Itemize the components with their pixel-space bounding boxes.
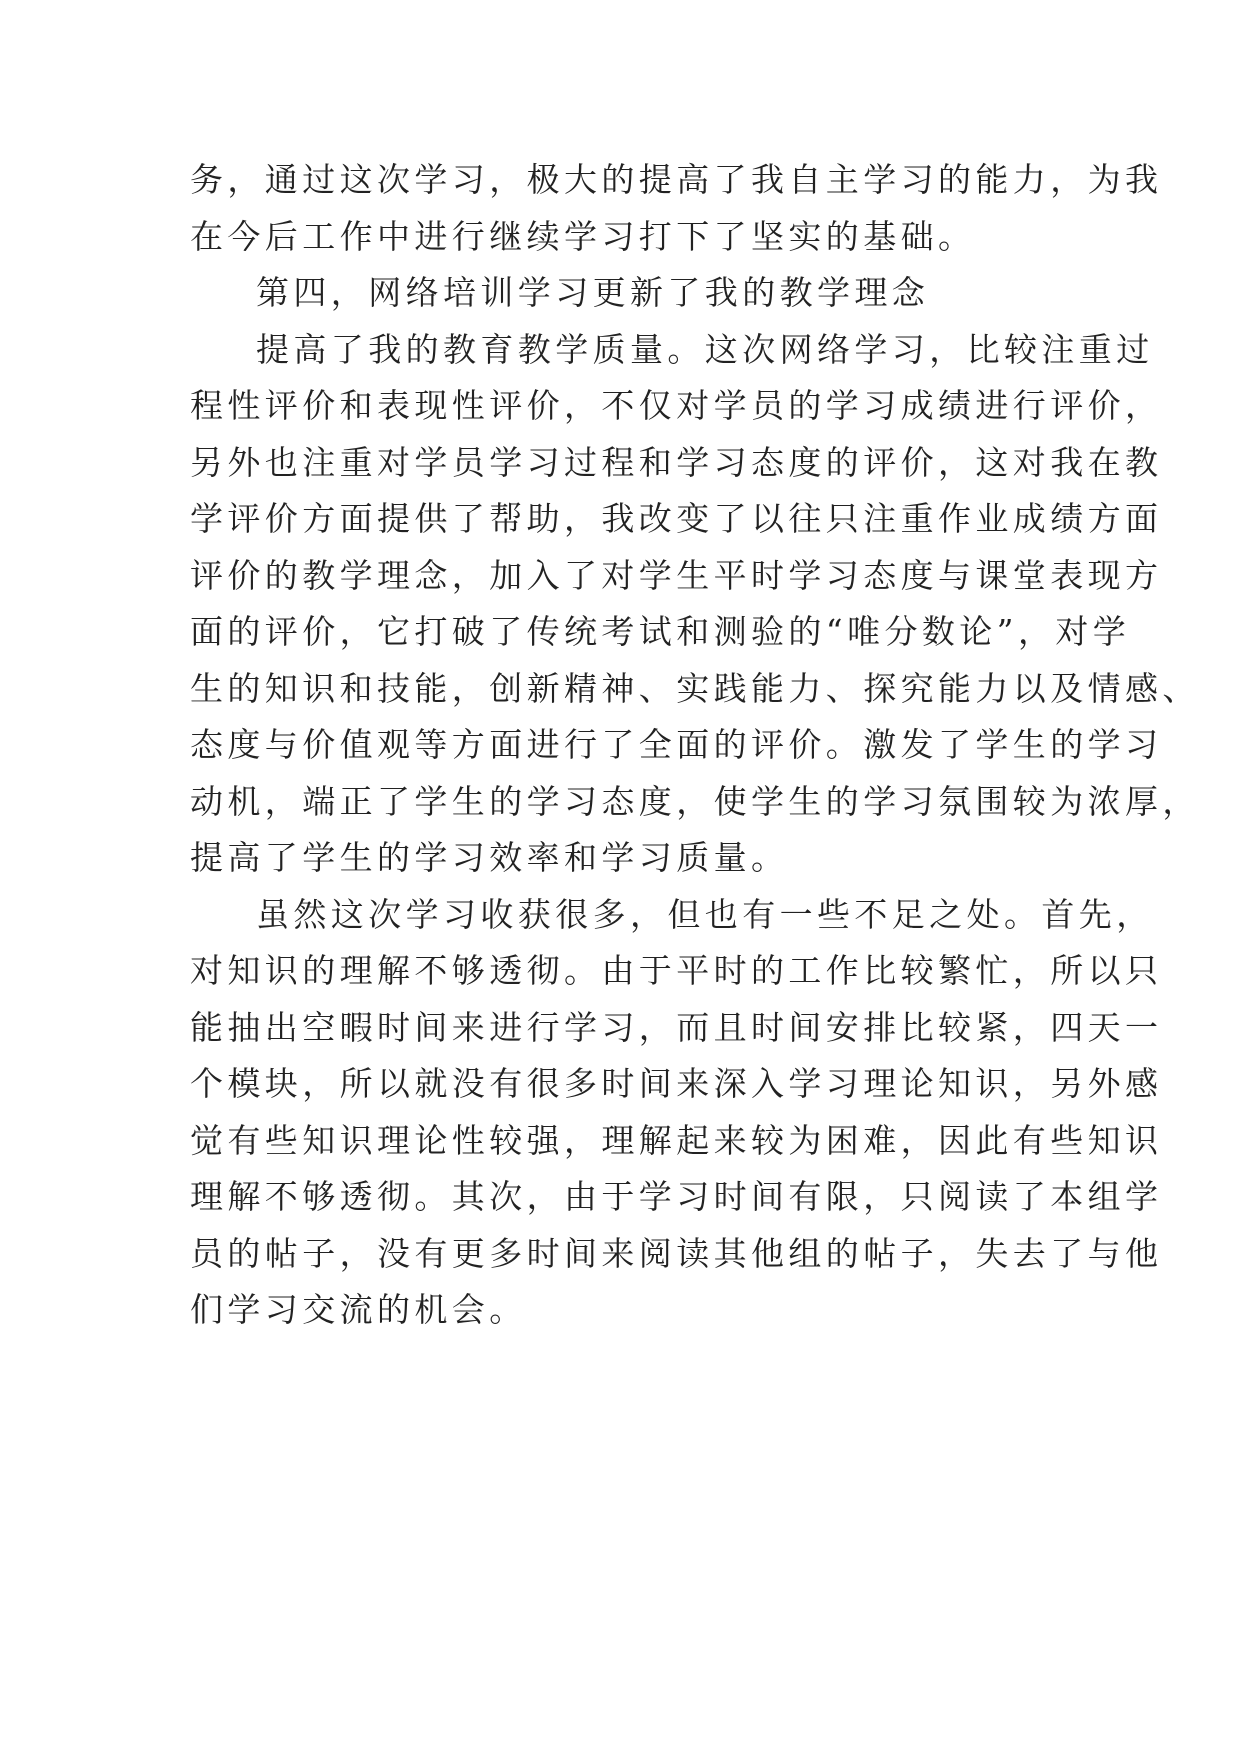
- paragraph-line: 能抽出空暇时间来进行学习，而且时间安排比较紧，四天一: [190, 1007, 1163, 1047]
- paragraph-line: 程性评价和表现性评价，不仅对学员的学习成绩进行评价，: [190, 386, 1163, 425]
- paragraph-line: 们学习交流的机会。: [190, 1290, 527, 1329]
- paragraph-line: 动机，端正了学生的学习态度，使学生的学习氛围较为浓厚，: [190, 781, 1200, 821]
- paragraph-line: 个模块，所以就没有很多时间来深入学习理论知识，另外感: [190, 1064, 1163, 1103]
- paragraph-line: 另外也注重对学员学习过程和学习态度的评价，这对我在教: [190, 442, 1163, 482]
- paragraph-line: 学评价方面提供了帮助，我改变了以往只注重作业成绩方面: [190, 499, 1163, 538]
- document-body: [190, 152, 1200, 1339]
- paragraph-line: 虽然这次学习收获很多，但也有一些不足之处。首先，: [256, 894, 1154, 934]
- paragraph-line: 提高了我的教育教学质量。这次网络学习，比较注重过: [256, 329, 1154, 369]
- paragraph-line: 觉有些知识理论性较强，理解起来较为困难，因此有些知识: [190, 1120, 1163, 1160]
- section-heading: 第四，网络培训学习更新了我的教学理念: [256, 273, 930, 312]
- paragraph-line: 在今后工作中进行继续学习打下了坚实的基础。: [190, 216, 976, 256]
- paragraph-line: 理解不够透彻。其次，由于学习时间有限，只阅读了本组学: [190, 1177, 1163, 1216]
- paragraph-line: 态度与价值观等方面进行了全面的评价。激发了学生的学习: [190, 725, 1163, 764]
- paragraph-line: 生的知识和技能，创新精神、实践能力、探究能力以及情感、: [190, 668, 1200, 708]
- paragraph-line: 对知识的理解不够透彻。由于平时的工作比较繁忙，所以只: [190, 951, 1163, 990]
- paragraph-line: 务，通过这次学习，极大的提高了我自主学习的能力，为我: [190, 160, 1163, 199]
- paragraph-line: 员的帖子，没有更多时间来阅读其他组的帖子，失去了与他: [190, 1233, 1163, 1273]
- paragraph-line: 面的评价，它打破了传统考试和测验的“唯分数论”，对学: [190, 612, 1131, 651]
- paragraph-line: 评价的教学理念，加入了对学生平时学习态度与课堂表现方: [190, 555, 1163, 595]
- paragraph-line: 提高了学生的学习效率和学习质量。: [190, 838, 789, 877]
